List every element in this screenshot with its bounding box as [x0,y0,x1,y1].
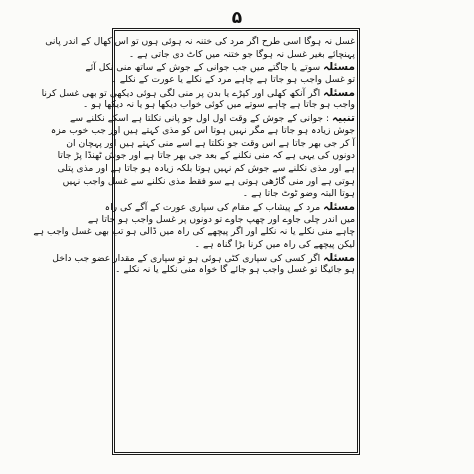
text-line [52,251,355,265]
heading-keyword: مسئلہ [323,200,355,213]
text-line: ہے اور مذی نکلنے سے جوش کم نہیں ہوتا بلکہ زیادہ ہو جاتا ہے اور مذی پتلی [57,162,355,174]
text-line: پہنچائے بغیر غسل نہ ہوگا جو ختنہ میں کاٹ دی جاتی ہے ۔ [128,48,355,60]
text-line: ہو جائیگا تو غسل واجب ہو جائے گا خواہ منی نکلے یا نہ نکلے ۔ [115,264,355,276]
text-line: غسل نہ ہوگا اسی طرح اگر مرد کی ختنہ نہ ہوئی ہوں تو اس کھال کے اندر پانی [45,36,355,47]
text-line [85,61,355,74]
text-line [41,86,355,100]
text-line: میں اندر چلی جاوے اور چھپ جاوے تو دونوں پر غسل واجب ہو جاتا ہے [87,213,355,225]
heading-keyword: تنبیہ [332,112,355,125]
line-text: اگر کسی کی سپاری کٹی ہوئی ہو تو سپاری کے مقدار عضو جب داخل [52,252,324,264]
text-line: تو غسل واجب ہو جاتا ہے چاہے مرد کے نکلے یا عورت کے نکلے ۔ [111,74,355,86]
text-line [69,112,355,125]
text-line: جوش زیادہ ہو جاتا ہے مگر نہیں ہوتا اس کو مذی کہتے ہیں اور جب خوب مزہ [50,124,355,136]
text-line: ہوتی ہے اور منی گاڑھی ہوتی ہے سو فقط مذی نکلنے سے غسل واجب نہیں [62,175,355,187]
text-line: چاہے منی نکلے یا نہ نکلے اور اگر پیچھے کی راہ میں ڈالی ہو تب بھی غسل واجب ہے [33,226,355,238]
line-text: اگر آنکھ کھلی اور کپڑے یا بدن پر منی لگی ہوئی دیکھی تو بھی غسل کرنا [41,87,324,99]
line-text: : جوانی کے جوش کے وقت اول اول جو پانی نکلتا ہے اسکے نکلنے سے [69,113,333,125]
line-text: سوتے یا جاگتے میں جب جوانی کے جوش کے ساتھ منی نکل آئے [85,62,324,74]
text-line: لیکن پیچھے کی راہ میں کرنا بڑا گناہ ہے ۔ [194,239,355,250]
urdu-body-text [33,36,355,450]
line-text: مرد کے پیشاب کے مقام کی سپاری عورت کے آگے کی راہ [104,201,324,213]
text-line: دونوں کی یہی ہے کہ منی نکلنے کے بعد جی بھر جاتا ہے اور جوش ٹھنڈا پڑ جاتا [57,150,355,162]
text-line: واجب ہو جاتا ہے چاہے سوتے میں کوئی خواب دیکھا ہو یا نہ دیکھا ہو ۔ [83,99,355,111]
heading-keyword: مسئلہ [323,251,355,264]
heading-keyword: مسئلہ [323,61,355,74]
text-line: آ کر جی بھر جاتا ہے اس وقت جو نکلتا ہے اسے منی کہتے ہیں اور پہچان ان [66,137,355,149]
text-line [104,200,355,214]
page-number: ۵ [231,8,243,28]
heading-keyword: مسئلہ [323,86,355,99]
text-line: ہوتا البتہ وضو ٹوٹ جاتا ہے ۔ [242,188,355,200]
